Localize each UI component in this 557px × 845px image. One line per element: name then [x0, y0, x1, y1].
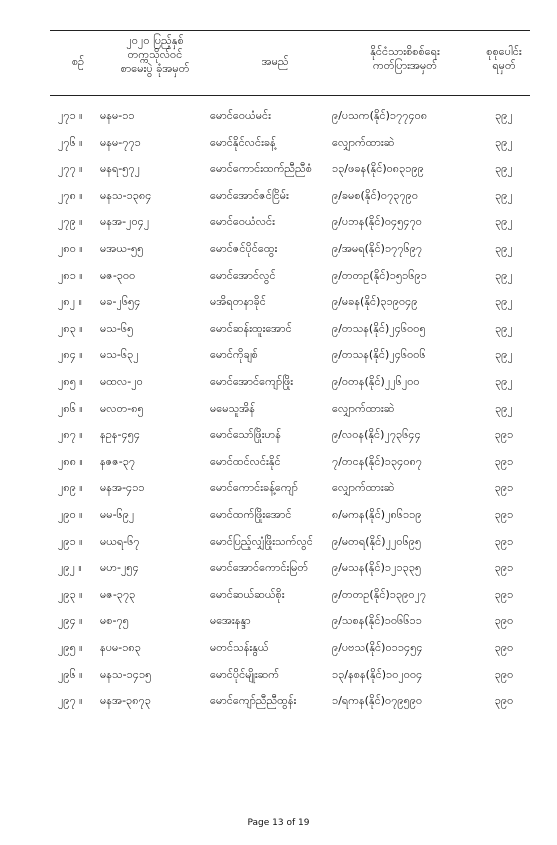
row-nrc: ၉/တသန(နိုင်)၂၄၆၀၀၅ — [332, 321, 426, 335]
row-total-mark: ၃၉၂ — [495, 109, 513, 122]
row-name: မောင်ထင်လင်းနိုင် — [210, 454, 281, 468]
table-row — [0, 130, 557, 156]
row-roll-number: မထလ-၂၀ — [100, 375, 143, 388]
header-mark — [478, 45, 530, 73]
table-row — [0, 555, 557, 581]
row-number: ၂၈၀ ။ — [58, 242, 83, 255]
row-roll-number: မစ-၇၅ — [100, 614, 129, 628]
row-total-mark: ၃၉၀ — [494, 694, 514, 708]
row-nrc: ၉/ဝတန(နိုင်)၂၂၆၂၀၀ — [332, 375, 420, 388]
row-number: ၂၈၉ ။ — [58, 481, 83, 495]
row-number: ၂၇၉ ။ — [58, 215, 83, 229]
row-total-mark: ၃၉၂ — [495, 321, 513, 335]
row-total-mark: ၃၉၁ — [494, 508, 514, 521]
row-nrc: ၉/လဝန(နိုင်)၂၇၃၆၄၄ — [332, 428, 421, 442]
table-row — [0, 369, 557, 395]
row-name: မောင်အောင်ကောင်းမြတ် — [210, 561, 309, 575]
row-nrc: ၉/မသန(နိုင်)၁၂၁၃၃၅ — [332, 561, 422, 575]
row-name: မအိရတနာခိုင် — [210, 295, 266, 309]
row-total-mark: ၃၉၁ — [494, 454, 514, 468]
row-total-mark: ၃၉၁ — [494, 561, 514, 575]
table-row — [0, 502, 557, 528]
header-mark-line1: စုစုပေါင်း — [486, 45, 522, 58]
table-row — [0, 688, 557, 714]
header-name: အမည် — [261, 55, 289, 68]
row-total-mark: ၃၉၁ — [494, 481, 514, 495]
row-roll-number: မဟ-၂၅၄ — [100, 561, 139, 575]
row-total-mark: ၃၉၂ — [495, 401, 513, 415]
table-row — [0, 209, 557, 235]
row-roll-number: မသ-၆၅ — [100, 321, 134, 335]
header-no: စဉ် — [71, 55, 85, 68]
row-name: မောင်နိုင်လင်းခန့် — [210, 135, 276, 149]
row-roll-number: မနမ-၇၇၁ — [100, 135, 141, 149]
row-number: ၂၈၆ ။ — [58, 401, 83, 415]
row-name: မောင်ဇင်ပိုင်ထွေး — [210, 242, 278, 255]
row-roll-number: မခ-၂၆၅၄ — [100, 295, 141, 309]
row-name: မမေသူအိန် — [210, 401, 255, 415]
row-nrc: ၈/မကန(နိုင်)၂၈၆၁၁၉ — [332, 508, 422, 521]
row-nrc: ၇/တငန(နိုင်)၁၃၄၀၈၇ — [332, 454, 422, 468]
row-number: ၂၉၀ ။ — [58, 508, 83, 521]
row-total-mark: ၃၉၂ — [495, 242, 513, 255]
row-roll-number: မသ-၆၃၂ — [100, 348, 139, 362]
table-row — [0, 156, 557, 182]
row-total-mark: ၃၉၂ — [495, 295, 513, 309]
table-row — [0, 236, 557, 262]
table-row — [0, 103, 557, 129]
row-total-mark: ၃၉၂ — [495, 375, 513, 388]
row-number: ၂၈၅ ။ — [58, 375, 83, 388]
table-row — [0, 475, 557, 501]
row-name: မောင်ပြည့်လျှံဖြိုးသက်လွင် — [210, 534, 313, 548]
row-number: ၂၈၈ ။ — [58, 454, 83, 468]
row-nrc: လျှောက်ထားဆဲ — [332, 401, 395, 415]
table-header-rule — [50, 95, 530, 96]
row-total-mark: ၃၉၂ — [495, 348, 513, 362]
row-total-mark: ၃၉၁ — [494, 587, 514, 601]
row-name: မောင်ကောင်းထက်ညီညီစံ — [210, 162, 312, 176]
table-row — [0, 608, 557, 634]
row-nrc: ၉/ပသက(နိုင်)၁၇၇၄၀၈ — [332, 109, 428, 122]
row-nrc: ၉/တတဥ(နိုင်)၁၃၉၀၂၇ — [332, 587, 427, 601]
row-total-mark: ၃၉၁ — [494, 534, 514, 548]
row-nrc: လျှောက်ထားဆဲ — [332, 481, 395, 495]
header-nrc-line1: နိုင်ငံသားစိစစ်ရေး — [370, 45, 440, 58]
row-total-mark: ၃၉၀ — [494, 614, 514, 628]
row-number: ၂၉၇ ။ — [58, 694, 83, 708]
row-total-mark: ၃၉၂ — [495, 188, 513, 202]
row-roll-number: မနအ-၄၁၁ — [100, 481, 145, 495]
row-number: ၂၇၆ ။ — [58, 135, 83, 149]
table-top-rule — [50, 30, 530, 31]
row-nrc: ၁/ရကန(နိုင်)၀၇၉၅၉၀ — [332, 694, 423, 708]
row-name: မောင်ဆယ်ဆယ်စိုး — [210, 587, 285, 601]
row-name: မောင်အောင်လွင် — [210, 268, 276, 282]
table-row — [0, 396, 557, 422]
row-nrc: ၉/ပဘန(နိုင်)၀၄၅၄၇၀ — [332, 215, 422, 229]
row-roll-number: မအယ-၅၅ — [100, 242, 144, 255]
row-total-mark: ၃၉၀ — [494, 667, 514, 681]
row-name: မောင်အောင်ဇင်ငြိမ်း — [210, 188, 289, 202]
row-roll-number: မလတ-၈၅ — [100, 401, 144, 415]
row-number: ၂၉၂ ။ — [58, 561, 82, 575]
row-nrc: ၉/တတဥ(နိုင်)၁၅၁၆၉၁ — [332, 268, 427, 282]
page-footer: Page 13 of 19 — [247, 818, 310, 828]
row-roll-number: မဇ-၃၀၀ — [100, 268, 136, 282]
row-name: မောင်ထက်ဖြိုးအောင် — [210, 508, 292, 521]
row-roll-number: မဇ-၃၇၃ — [100, 587, 136, 601]
row-number: ၂၉၄ ။ — [58, 614, 83, 628]
row-roll-number: မမ-၆၉၂ — [100, 508, 135, 521]
row-total-mark: ၃၉၂ — [495, 162, 513, 176]
row-total-mark: ၃၉၂ — [495, 135, 513, 149]
table-row — [0, 183, 557, 209]
table-row — [0, 449, 557, 475]
row-nrc: လျှောက်ထားဆဲ — [332, 135, 395, 149]
row-name: မောင်ပိုင်မျိုးဆက် — [210, 667, 280, 681]
table-row — [0, 263, 557, 289]
row-number: ၂၈၃ ။ — [58, 321, 83, 335]
row-name: မောင်ကောင်းခန့်ကျော် — [210, 481, 298, 495]
row-roll-number: နပမ-၁၈၃ — [100, 641, 141, 654]
row-number: ၂၇၈ ။ — [58, 188, 83, 202]
header-nrc — [340, 45, 470, 73]
row-nrc: ၉/သစန(နိုင်)၁၀၆၆၁၁ — [332, 614, 422, 628]
row-number: ၂၉၁ ။ — [58, 534, 83, 548]
header-roll-line1: ၂၀၂၀ ပြည့်နှစ် — [126, 34, 184, 47]
row-name: မောင်ကျော်ညီညီထွန်း — [210, 694, 297, 708]
row-nrc: ၉/အမရ(နိုင်)၁၇၇၆၉၇ — [332, 242, 423, 255]
row-total-mark: ၃၉၁ — [494, 428, 514, 442]
row-nrc: ၁၃/နစန(နိုင်)၁၀၂၀၀၄ — [332, 667, 423, 681]
row-name: မောင်အောင်ကျော်ဖြိုး — [210, 375, 294, 388]
row-nrc: ၉/တသန(နိုင်)၂၄၆၀၀၆ — [332, 348, 426, 362]
table-row — [0, 529, 557, 555]
header-mark-line2: ရမှတ် — [492, 59, 516, 72]
row-name: မအေးနန္ဒာ — [210, 614, 251, 628]
row-roll-number: မယရ-၆၇ — [100, 534, 140, 548]
row-name: မောင်ကိုချစ် — [210, 348, 258, 362]
row-number: ၂၇၁ ။ — [58, 109, 83, 122]
row-name: မောင်ဝေယံလင်း — [210, 215, 275, 229]
row-number: ၂၉၃ ။ — [58, 587, 83, 601]
row-nrc: ၉/ခမစ(နိုင်)၀၇၃၇၉၀ — [332, 188, 419, 202]
row-roll-number: မနမ-၁၁ — [100, 109, 135, 122]
row-nrc: ၉/ပဗသ(နိုင်)၀၁၁၄၅၄ — [332, 641, 423, 654]
row-name: မောင်သော်ဖြိုးဟန် — [210, 428, 281, 442]
table-row — [0, 289, 557, 315]
row-roll-number: မနသ-၁၄၁၅ — [100, 667, 152, 681]
table-row — [0, 662, 557, 688]
header-roll — [100, 34, 210, 76]
table-row — [0, 422, 557, 448]
row-total-mark: ၃၉၂ — [495, 268, 513, 282]
row-number: ၂၉၆ ။ — [58, 667, 83, 681]
row-roll-number: မနအ-၃၈၇၃ — [100, 694, 151, 708]
row-nrc: ၁၃/ဖခန(နိုင်)၀၈၃၁၉၉ — [332, 162, 424, 176]
table-row — [0, 582, 557, 608]
table-row — [0, 316, 557, 342]
row-total-mark: ၃၉၂ — [495, 215, 513, 229]
table-row — [0, 635, 557, 661]
row-roll-number: မနအ-၂၀၄၂ — [100, 215, 150, 229]
row-number: ၂၈၇ ။ — [58, 428, 83, 442]
row-number: ၂၇၇ ။ — [58, 162, 83, 176]
header-roll-line3: စာမေးပွဲ ခုံအမှတ် — [120, 62, 190, 75]
row-name: မောင်ဝေယံမင်း — [210, 109, 271, 122]
row-name: မတင်သန်းနွယ် — [210, 641, 269, 654]
row-number: ၂၈၁ ။ — [58, 268, 83, 282]
row-roll-number: နဇဇ-၃၇ — [100, 454, 136, 468]
row-name: မောင်ဆန်းထူးအောင် — [210, 321, 292, 335]
row-nrc: ၉/မခန(နိုင်)၃၁၉၀၄၉ — [332, 295, 418, 309]
row-number: ၂၈၄ ။ — [58, 348, 83, 362]
row-total-mark: ၃၉၀ — [494, 641, 514, 654]
header-nrc-line2: ကတ်ပြားအမှတ် — [372, 59, 437, 72]
row-number: ၂၈၂ ။ — [58, 295, 82, 309]
row-roll-number: မနရ-၅၇၂ — [100, 162, 141, 176]
row-roll-number: နဥန-၄၅၄ — [100, 428, 141, 442]
row-number: ၂၉၅ ။ — [58, 641, 83, 654]
row-nrc: ၉/မတရ(နိုင်)၂၂၀၆၉၅ — [332, 534, 422, 548]
header-roll-line2: တက္ကသိုလ်ဝင် — [127, 48, 183, 61]
row-roll-number: မနသ-၁၃၈၄ — [100, 188, 152, 202]
table-row — [0, 342, 557, 368]
